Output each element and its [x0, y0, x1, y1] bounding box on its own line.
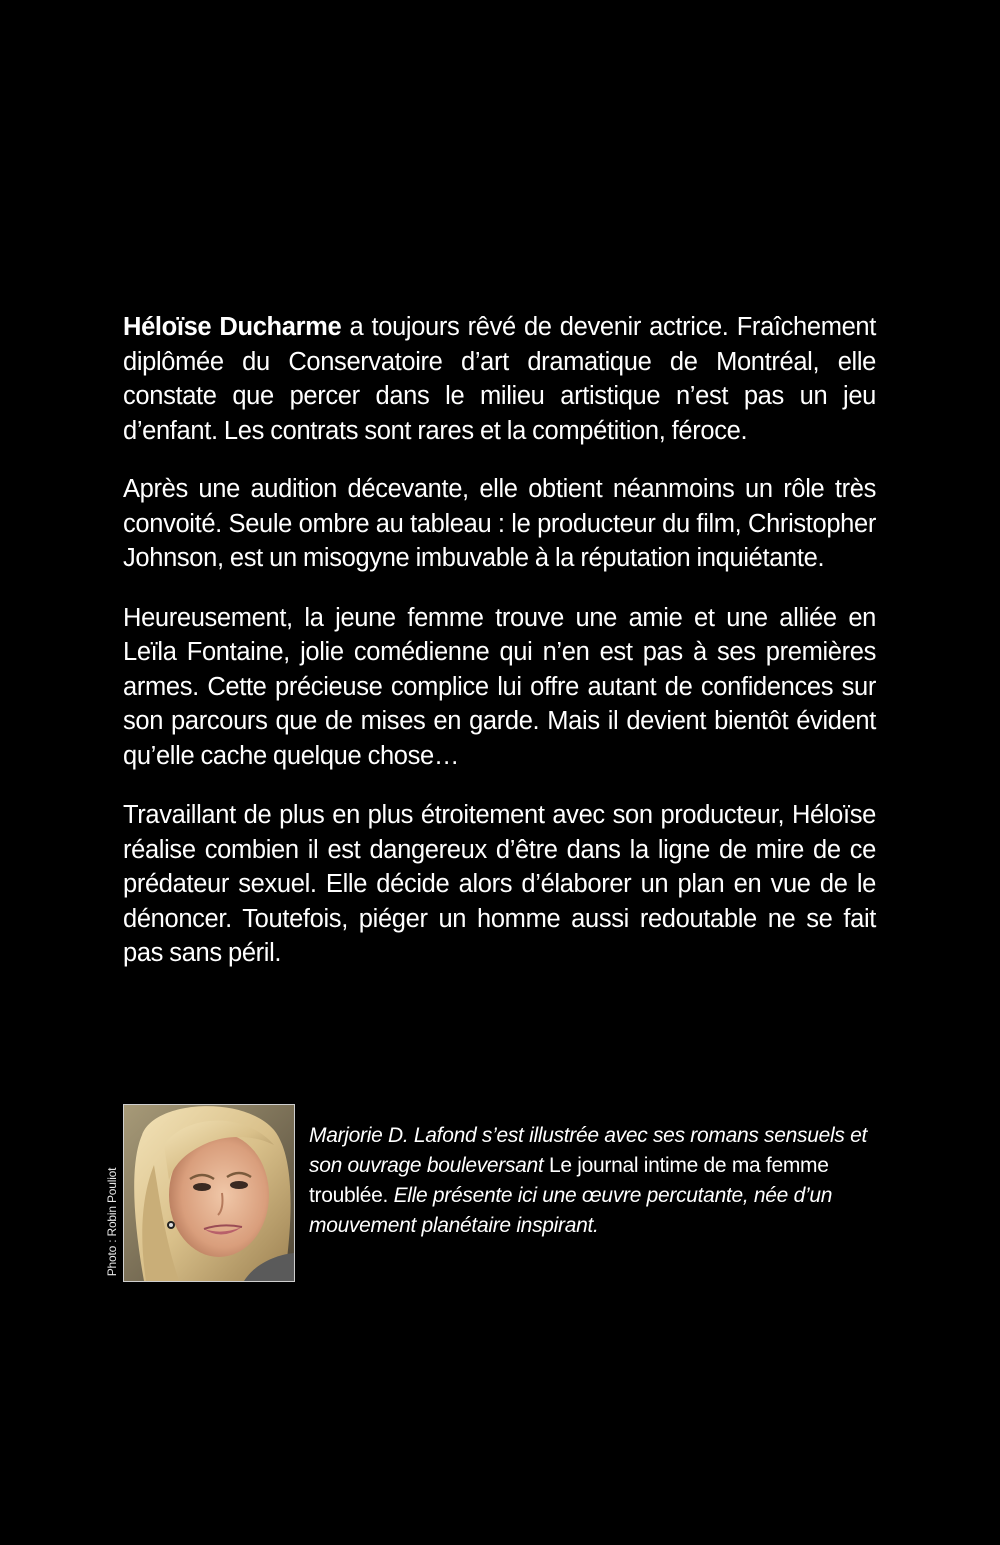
author-bio-intro: Marjorie D. Lafond s’est illustrée avec ses romans sensuels et son ouvrage bouleversant [309, 1124, 867, 1177]
author-photo [123, 1104, 295, 1282]
blurb-paragraph-4: Travaillant de plus en plus étroitement avec son producteur, Héloïse réalise combien il est dangereux d’être dans la ligne de mire de ce prédateur sexuel. Elle décide alors d’élaborer un plan en vue de le dénoncer. Toutefois, piéger un homme aussi redoutable ne se fait pas sans péril. [123, 801, 876, 967]
author-portrait-icon [124, 1105, 294, 1281]
blurb-paragraph-3: Heureusement, la jeune femme trouve une amie et une alliée en Leïla Fontaine, jolie comédienne qui n’en est pas à ses premières armes. Cette précieuse complice lui offre autant de confidences sur son parcours que de mises en garde. Mais il devient bientôt évident qu’elle cache quelque chose… [123, 603, 876, 770]
back-cover-blurb [123, 310, 876, 996]
blurb-paragraph-1-text: a toujours rêvé de devenir actrice. Fraîchement diplômée du Conservatoire d’art dramatique de Montréal, elle constate que percer dans le milieu artistique n’est pas un jeu d’enfant. Les contrats sont rares et la compétition, féroce. [123, 313, 876, 445]
blurb-paragraph-2: Après une audition décevante, elle obtient néanmoins un rôle très convoité. Seule ombre au tableau : le producteur du film, Christopher Johnson, est un misogyne imbuvable à la réputation inquiétante. [123, 475, 876, 572]
protagonist-name: Héloïse Ducharme [123, 313, 342, 341]
book-title: Le journal intime de ma femme troublée. [309, 1154, 829, 1207]
author-bio [309, 1121, 869, 1241]
blurb-paragraph-1 [123, 310, 876, 448]
photo-credit: Photo : Robin Pouliot [105, 1167, 119, 1277]
author-bio-outro: Elle présente ici une œuvre percutante, née d’un mouvement planétaire inspirant. [309, 1184, 833, 1237]
